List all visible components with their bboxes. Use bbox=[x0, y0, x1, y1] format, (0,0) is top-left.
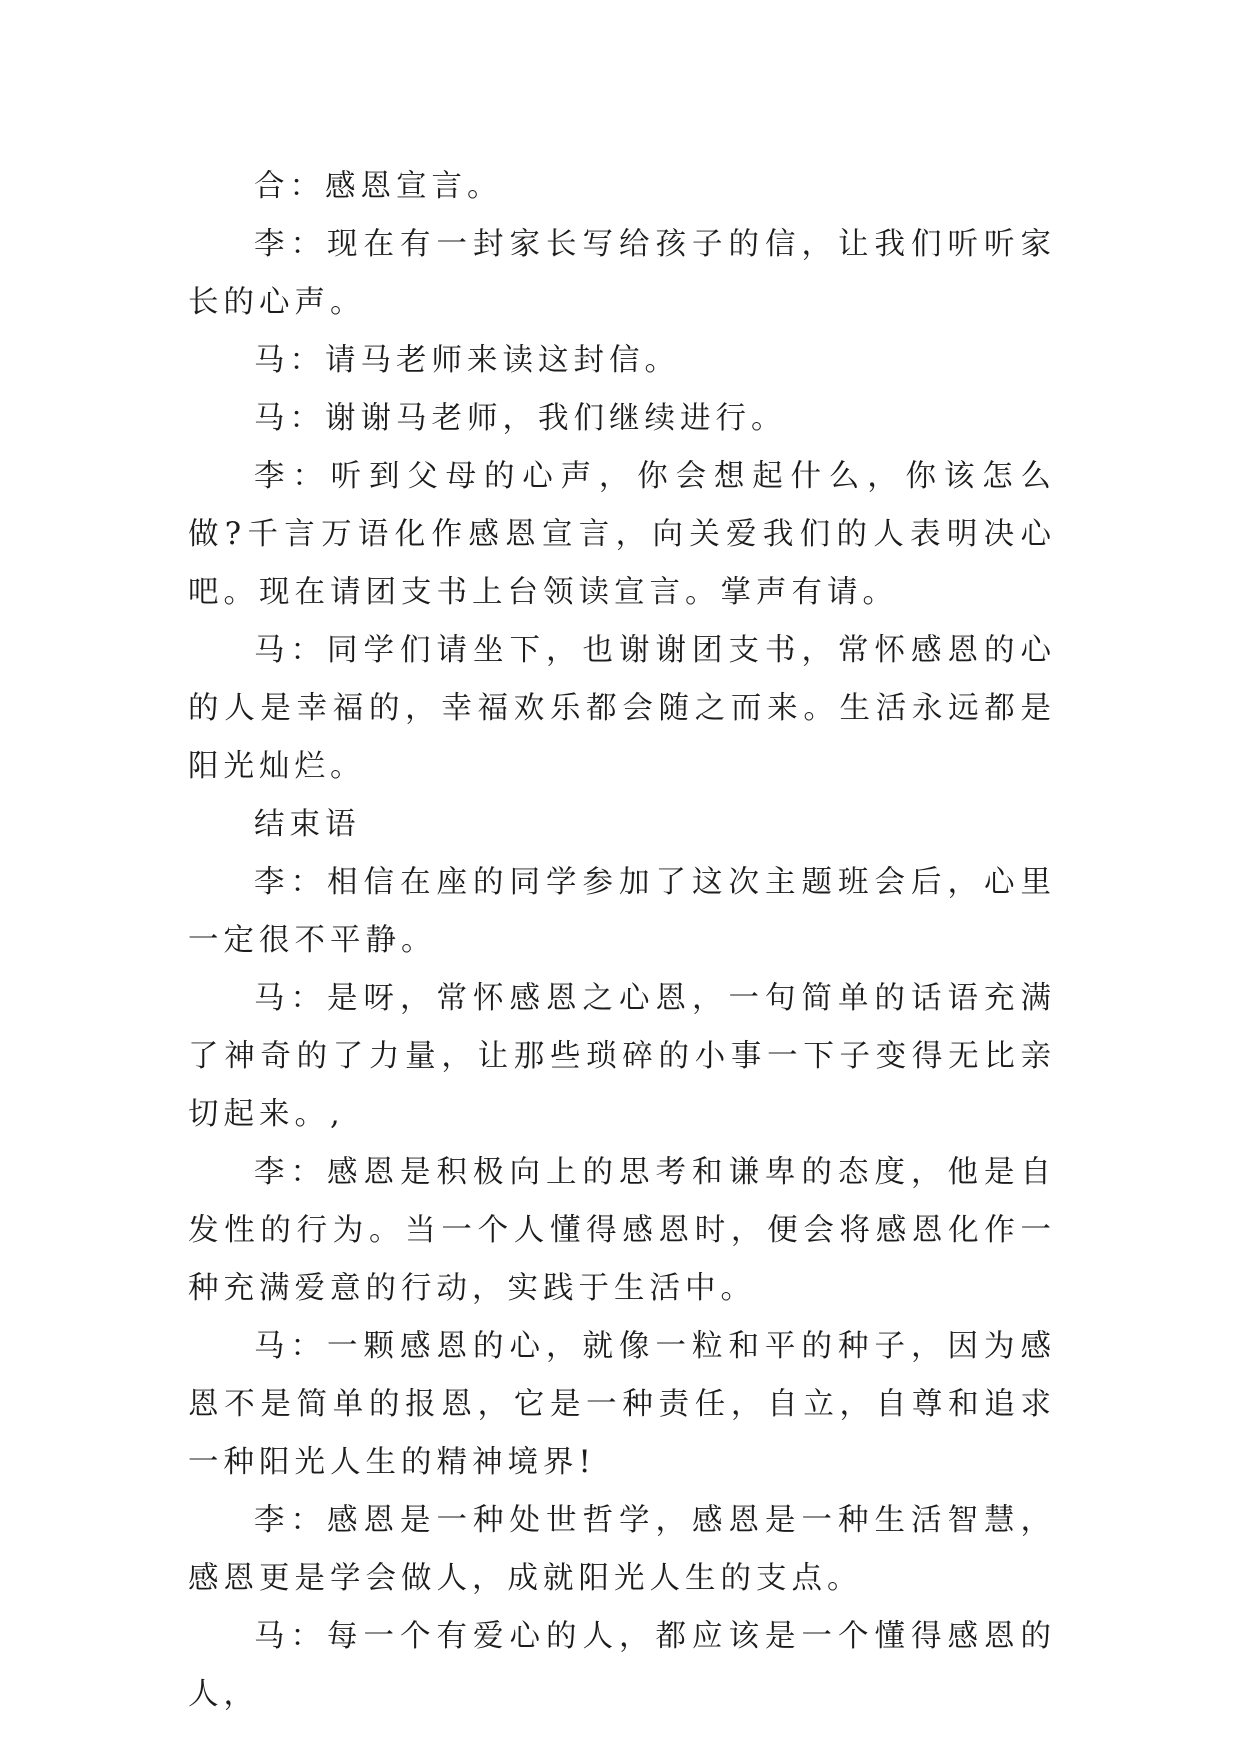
paragraph-13: 马：每一个有爱心的人，都应该是一个懂得感恩的人， bbox=[188, 1619, 1056, 1712]
paragraph-9: 马：是呀，常怀感恩之心恩，一句简单的话语充满了神奇的了力量，让那些琐碎的小事一下子变得无比亲切起来。, bbox=[188, 981, 1056, 1132]
paragraph-4: 马：谢谢马老师，我们继续进行。 bbox=[254, 401, 787, 436]
section-heading-closing: 结束语 bbox=[254, 807, 361, 842]
paragraph-8: 李：相信在座的同学参加了这次主题班会后，心里一定很不平静。 bbox=[188, 865, 1056, 958]
paragraph-12: 李：感恩是一种处世哲学，感恩是一种生活智慧，感恩更是学会做人，成就阳光人生的支点。 bbox=[188, 1503, 1056, 1596]
paragraph-1: 合：感恩宣言。 bbox=[254, 169, 503, 204]
paragraph-2: 李：现在有一封家长写给孩子的信，让我们听听家长的心声。 bbox=[188, 227, 1056, 320]
paragraph-6: 马：同学们请坐下，也谢谢团支书，常怀感恩的心的人是幸福的，幸福欢乐都会随之而来。生活永远都是阳光灿烂。 bbox=[188, 633, 1056, 784]
paragraph-11: 马：一颗感恩的心，就像一粒和平的种子，因为感恩不是简单的报恩，它是一种责任，自立，自尊和追求一种阳光人生的精神境界! bbox=[188, 1329, 1056, 1480]
paragraph-10: 李：感恩是积极向上的思考和谦卑的态度，他是自发性的行为。当一个人懂得感恩时，便会将感恩化作一种充满爱意的行动，实践于生活中。 bbox=[188, 1155, 1056, 1306]
document-body bbox=[188, 158, 1056, 1724]
paragraph-5: 李：听到父母的心声，你会想起什么，你该怎么做?千言万语化作感恩宣言，向关爱我们的人表明决心吧。现在请团支书上台领读宣言。掌声有请。 bbox=[188, 459, 1056, 610]
paragraph-3: 马：请马老师来读这封信。 bbox=[254, 343, 680, 378]
